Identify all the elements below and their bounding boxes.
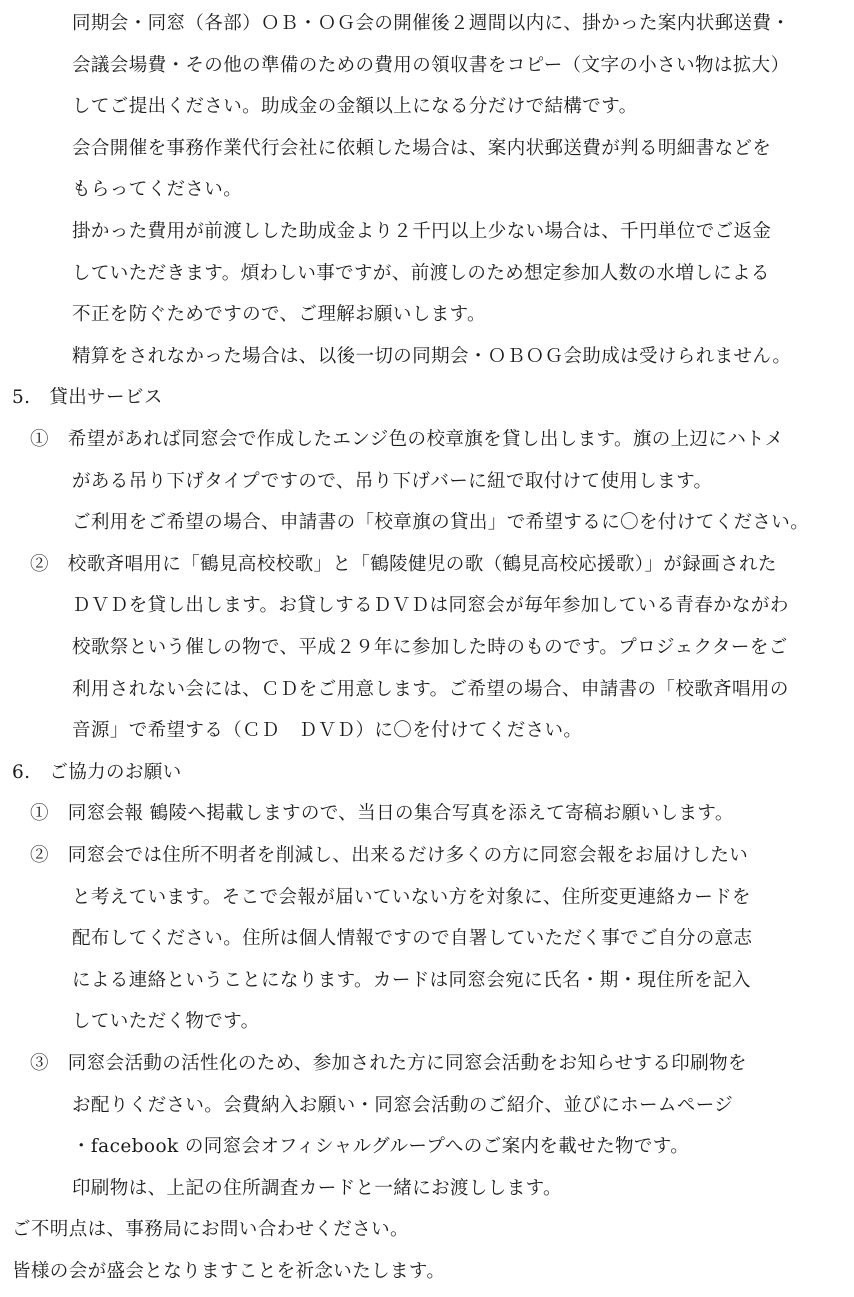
text-line: ① 希望があれば同窓会で作成したエンジ色の校章旗を貸し出します。旗の上辺にハトメ (30, 429, 784, 450)
text-line: 音源」で希望する（ＣＤ ＤＶＤ）に〇を付けてください。 (72, 720, 583, 742)
text-line: 皆様の会が盛会となりますことを祈念いたします。 (12, 1261, 446, 1282)
text-line: 印刷物は、上記の住所調査カードと一緒にお渡しします。 (72, 1177, 562, 1199)
text-line: 不正を防ぐためですので、ご理解お願いします。 (72, 304, 486, 326)
text-line: 利用されない会には、ＣＤをご用意します。ご希望の場合、申請書の「校歌斉唱用の (72, 678, 789, 700)
text-line: 同期会・同窓（各部）ＯＢ・ＯＧ会の開催後２週間以内に、掛かった案内状郵送費・ (72, 13, 791, 34)
text-line: 配布してください。住所は個人情報ですので自署していただく事でご自分の意志 (72, 928, 753, 950)
text-line: 会合開催を事務作業代行会社に依頼した場合は、案内状郵送費が判る明細書などを (72, 137, 772, 159)
text-line: ご利用をご希望の場合、申請書の「校章旗の貸出」で希望するに〇を付けてください。 (72, 512, 810, 534)
text-line: 6. ご協力のお願い (12, 761, 182, 783)
text-line: と考えています。そこで会報が届いていない方を対象に、住所変更連絡カードを (72, 886, 751, 908)
text-line: ・facebook の同窓会オフィシャルグループへのご案内を載せた物です。 (72, 1136, 690, 1158)
text-line: 5. 貸出サービス (12, 387, 163, 409)
text-line: していただく物です。 (72, 1011, 260, 1033)
text-line: ご不明点は、事務局にお問い合わせください。 (12, 1219, 409, 1241)
text-line: ③ 同窓会活動の活性化のため、参加された方に同窓会活動をお知らせする印刷物を (30, 1053, 747, 1074)
text-line: 校歌祭という催しの物で、平成２９年に参加した時のものです。プロジェクターをご (72, 637, 788, 658)
text-line: ＤＶＤを貸し出します。お貸しするＤＶＤは同窓会が毎年参加している青春かながわ (72, 595, 789, 617)
text-line: していただきます。煩わしい事ですが、前渡しのため想定参加人数の水増しによる (72, 262, 770, 284)
text-line: による連絡ということになります。カードは同窓会宛に氏名・期・現住所を記入 (72, 969, 751, 991)
text-line: 会議会場費・その他の準備のための費用の領収書をコピー（文字の小さい物は拡大） (72, 54, 790, 76)
text-line: 掛かった費用が前渡しした助成金より２千円以上少ない場合は、千円単位でご返金 (72, 221, 772, 242)
text-line: がある吊り下げタイプですので、吊り下げバーに紐で取付けて使用します。 (72, 470, 713, 492)
text-line: お配りください。会費納入お願い・同窓会活動のご紹介、並びにホームページ (72, 1094, 734, 1116)
text-line: してご提出ください。助成金の金額以上になる分だけで結構です。 (72, 96, 638, 118)
text-line: もらってください。 (72, 179, 243, 201)
text-line: 精算をされなかった場合は、以後一切の同期会・ＯＢＯＧ会助成は受けられません。 (72, 345, 792, 367)
text-line: ② 同窓会では住所不明者を削減し、出来るだけ多くの方に同窓会報をお届けしたい (30, 845, 749, 866)
text-line: ② 校歌斉唱用に「鶴見高校校歌」と「鶴陵健児の歌（鶴見高校応援歌）」が録画された (30, 553, 777, 575)
text-line: ① 同窓会報 鶴陵へ掲載しますので、当日の集合写真を添えて寄稿お願いします。 (30, 803, 734, 825)
